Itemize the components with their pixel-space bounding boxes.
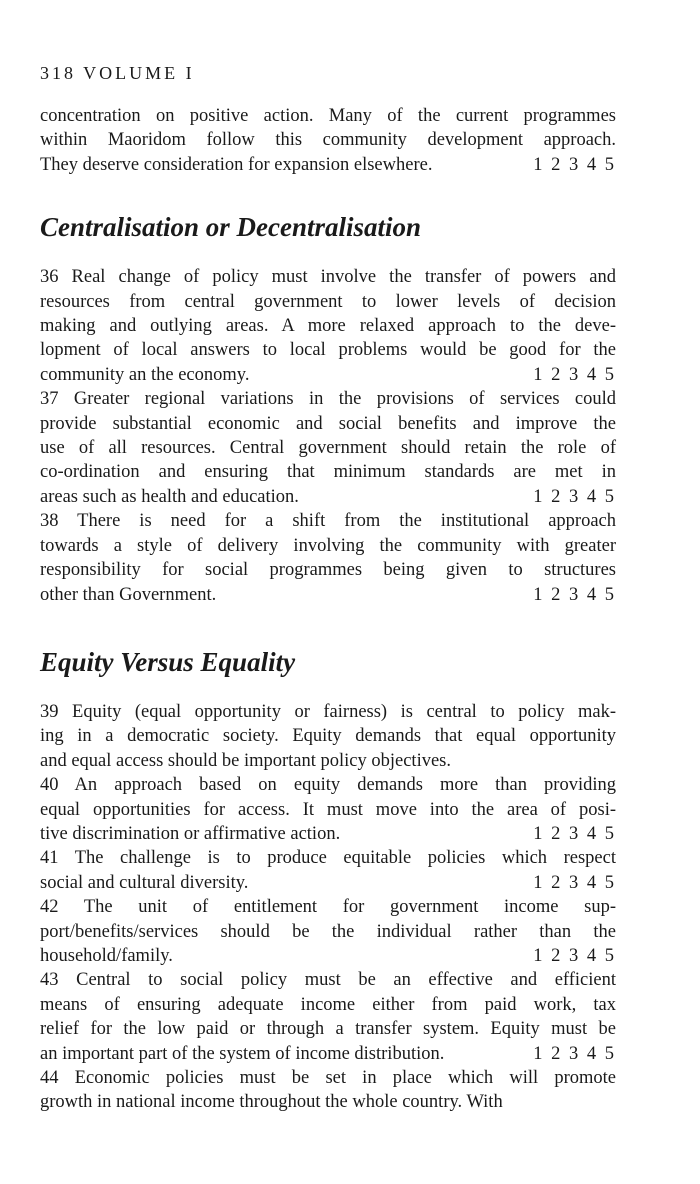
text-line: 38 There is need for a shift from the institutional approach (40, 511, 616, 532)
text-line: making and outlying areas. A more relaxed approach to the deve- (40, 316, 616, 337)
numbered-statement (40, 700, 616, 773)
text-line: an important part of the system of income distribution. 1 2 3 4 5 (40, 1042, 616, 1066)
text-line: ing in a democratic society. Equity demands that equal opportunity (40, 726, 616, 747)
section-heading: Equity Versus Equality (40, 646, 296, 677)
rating-scale: 1 2 3 4 5 (533, 584, 616, 605)
running-head: 318 VOLUME I (40, 63, 195, 83)
text-line: household/family. 1 2 3 4 5 (40, 944, 616, 968)
rating-scale: 1 2 3 4 5 (533, 823, 616, 844)
text-line: 42 The unit of entitlement for government income sup- (40, 897, 616, 918)
text-line: 36 Real change of policy must involve the transfer of powers and (40, 267, 616, 288)
text-line: They deserve consideration for expansion elsewhere. 1 2 3 4 5 (40, 153, 616, 177)
sections (40, 211, 616, 1115)
text-line: co-ordination and ensuring that minimum standards are met in (40, 462, 616, 483)
text-line: means of ensuring adequate income either from paid work, tax (40, 994, 616, 1015)
numbered-statement (40, 968, 616, 1066)
text-line: 40 An approach based on equity demands more than providing (40, 775, 616, 796)
rating-scale: 1 2 3 4 5 (533, 872, 616, 893)
text-line: equal opportunities for access. It must move into the area of posi- (40, 799, 616, 820)
section-heading: Centralisation or Decentralisation (40, 212, 422, 243)
text-line: areas such as health and education. 1 2 3 4 5 (40, 485, 616, 509)
text-line: 43 Central to social policy must be an effective and efficient (40, 970, 616, 991)
numbered-statement (40, 265, 616, 387)
text-line: resources from central government to lower levels of decision (40, 291, 616, 312)
text-line: use of all resources. Central government should retain the role of (40, 438, 616, 459)
text-line: provide substantial economic and social benefits and improve the (40, 413, 616, 434)
intro-text (40, 104, 616, 177)
text-line: tive discrimination or affirmative action. 1 2 3 4 5 (40, 822, 616, 846)
text-line: and equal access should be important policy objectives. (40, 750, 451, 771)
numbered-statement (40, 846, 616, 895)
rating-scale: 1 2 3 4 5 (533, 486, 616, 507)
text-line: social and cultural diversity. 1 2 3 4 5 (40, 871, 616, 895)
numbered-statement (40, 509, 616, 607)
text-line: 41 The challenge is to produce equitable policies which respect (40, 848, 616, 869)
document-page (40, 62, 616, 1115)
numbered-statement (40, 773, 616, 846)
text-line: community an the economy. 1 2 3 4 5 (40, 363, 616, 387)
text-line: lopment of local answers to local problems would be good for the (40, 340, 616, 361)
numbered-statement (40, 387, 616, 509)
numbered-statement (40, 895, 616, 968)
text-line: port/benefits/services should be the individual rather than the (40, 921, 616, 942)
rating-scale: 1 2 3 4 5 (533, 1043, 616, 1064)
text-line: other than Government. 1 2 3 4 5 (40, 583, 616, 607)
text-line: growth in national income throughout the whole country. With (40, 1092, 503, 1113)
rating-scale: 1 2 3 4 5 (533, 945, 616, 966)
text-line: relief for the low paid or through a transfer system. Equity must be (40, 1019, 616, 1040)
text-line: 37 Greater regional variations in the provisions of services could (40, 389, 616, 410)
text-line: 39 Equity (equal opportunity or fairness) is central to policy mak- (40, 701, 616, 722)
text-line: towards a style of delivery involving the community with greater (40, 535, 616, 556)
text-line: 44 Economic policies must be set in place which will promote (40, 1068, 616, 1088)
text-line: within Maoridom follow this community development approach. (40, 130, 616, 151)
text-line: responsibility for social programmes being given to structures (40, 560, 616, 581)
rating-scale: 1 2 3 4 5 (533, 154, 616, 175)
numbered-statement (40, 1066, 616, 1115)
intro-paragraph (40, 104, 616, 177)
rating-scale: 1 2 3 4 5 (533, 364, 616, 385)
text-line: concentration on positive action. Many of the current programmes (40, 106, 616, 126)
